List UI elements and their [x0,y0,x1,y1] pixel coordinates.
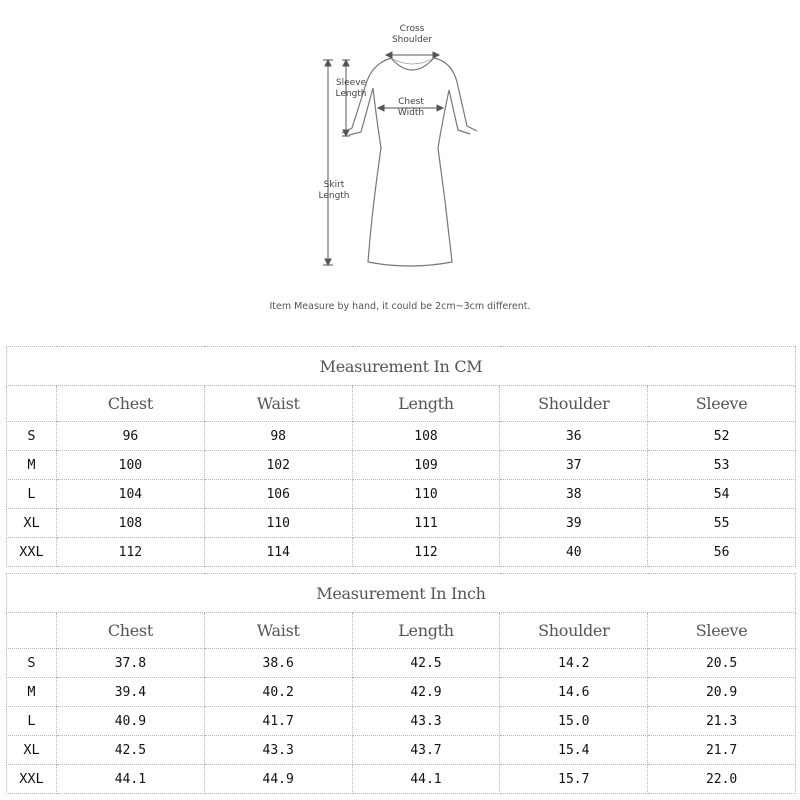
table-row [7,509,796,538]
cell-shoulder: 40 [500,538,648,567]
size-label: M [7,678,57,707]
cell-waist: 43.3 [204,736,352,765]
cell-chest: 104 [57,480,205,509]
cell-shoulder: 15.4 [500,736,648,765]
cell-sleeve: 52 [648,422,796,451]
cell-sleeve: 53 [648,451,796,480]
cell-length: 43.7 [352,736,500,765]
cell-shoulder: 37 [500,451,648,480]
cell-shoulder: 38 [500,480,648,509]
cell-shoulder: 14.2 [500,649,648,678]
cell-length: 42.9 [352,678,500,707]
cell-waist: 44.9 [204,765,352,794]
cell-chest: 112 [57,538,205,567]
cell-waist: 41.7 [204,707,352,736]
table-title-row [7,347,796,386]
header-length: Length [352,386,500,422]
size-label: XXL [7,538,57,567]
size-label: M [7,451,57,480]
measurement-note: Item Measure by hand, it could be 2cm~3cm different. [269,301,531,312]
cell-chest: 100 [57,451,205,480]
size-table-cm [6,346,796,567]
cell-waist: 98 [204,422,352,451]
cell-length: 112 [352,538,500,567]
table-row [7,480,796,509]
header-chest: Chest [57,613,205,649]
cell-chest: 42.5 [57,736,205,765]
size-label: XXL [7,765,57,794]
cell-sleeve: 54 [648,480,796,509]
cell-waist: 38.6 [204,649,352,678]
header-waist: Waist [204,386,352,422]
table-title-row [7,574,796,613]
cell-sleeve: 22.0 [648,765,796,794]
cell-shoulder: 39 [500,509,648,538]
cell-waist: 40.2 [204,678,352,707]
measurement-diagram [0,0,800,330]
cell-sleeve: 20.9 [648,678,796,707]
cell-waist: 114 [204,538,352,567]
cell-length: 44.1 [352,765,500,794]
size-label: S [7,649,57,678]
cell-length: 111 [352,509,500,538]
cell-sleeve: 55 [648,509,796,538]
cell-sleeve: 21.7 [648,736,796,765]
size-label: XL [7,736,57,765]
cell-shoulder: 36 [500,422,648,451]
table-row [7,451,796,480]
chest-width-label: Chest Width [397,97,425,118]
size-label: L [7,707,57,736]
table-title: Measurement In CM [7,347,796,386]
cell-length: 43.3 [352,707,500,736]
skirt-length-label: Skirt Length [318,180,350,201]
table-row [7,649,796,678]
cell-chest: 39.4 [57,678,205,707]
header-length: Length [352,613,500,649]
table-header-row [7,613,796,649]
table-row [7,707,796,736]
size-label: XL [7,509,57,538]
cell-waist: 102 [204,451,352,480]
cell-waist: 106 [204,480,352,509]
header-waist: Waist [204,613,352,649]
table-row [7,422,796,451]
header-shoulder: Shoulder [500,613,648,649]
cell-length: 42.5 [352,649,500,678]
cell-sleeve: 21.3 [648,707,796,736]
cell-shoulder: 15.7 [500,765,648,794]
dress-outline-illustration [0,0,800,330]
cell-sleeve: 56 [648,538,796,567]
table-title: Measurement In Inch [7,574,796,613]
cell-length: 108 [352,422,500,451]
cell-shoulder: 14.6 [500,678,648,707]
header-shoulder: Shoulder [500,386,648,422]
cell-chest: 40.9 [57,707,205,736]
size-label: S [7,422,57,451]
cell-chest: 37.8 [57,649,205,678]
cell-chest: 96 [57,422,205,451]
table-row [7,538,796,567]
header-sleeve: Sleeve [648,386,796,422]
header-sleeve: Sleeve [648,613,796,649]
cell-shoulder: 15.0 [500,707,648,736]
cell-length: 110 [352,480,500,509]
cell-chest: 44.1 [57,765,205,794]
cell-sleeve: 20.5 [648,649,796,678]
table-header-row [7,386,796,422]
size-table-inch [6,573,796,794]
cell-waist: 110 [204,509,352,538]
table-row [7,678,796,707]
cross-shoulder-label: Cross Shoulder [391,24,433,45]
cell-chest: 108 [57,509,205,538]
header-size [7,386,57,422]
size-label: L [7,480,57,509]
table-row [7,736,796,765]
cell-length: 109 [352,451,500,480]
sleeve-length-label: Sleeve Length [335,78,367,99]
header-size [7,613,57,649]
header-chest: Chest [57,386,205,422]
table-row [7,765,796,794]
